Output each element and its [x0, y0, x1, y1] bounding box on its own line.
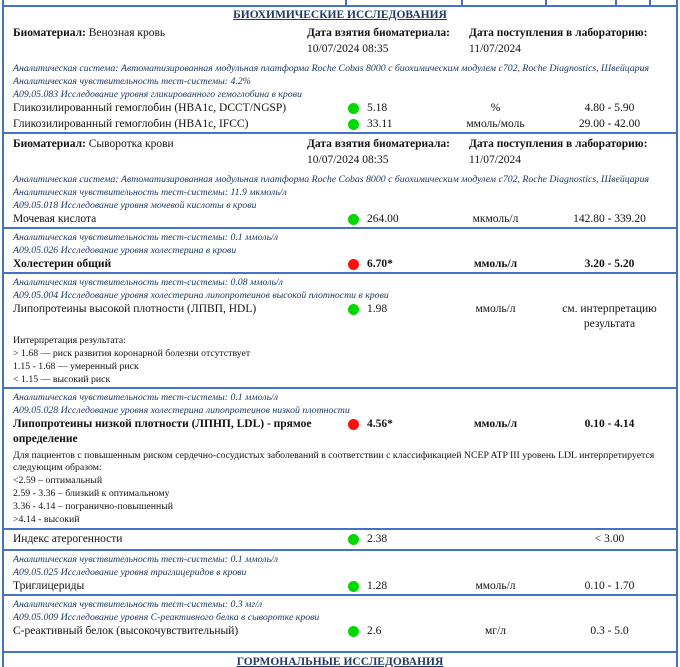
date-received-label: Дата поступления в лабораторию:: [469, 138, 648, 150]
test-row-hba1c-ngsp: [4, 101, 676, 116]
test-range: см. интерпретацию результата: [562, 303, 657, 330]
section-divider: [4, 272, 676, 274]
sensitivity-note: Аналитическая чувствительность тест-системы: 11.9 мкмоль/л: [13, 187, 287, 198]
test-unit: ммоль/л: [473, 418, 518, 430]
biomaterial-cell: [13, 25, 307, 57]
test-row-hba1c-ifcc: [4, 117, 676, 132]
test-code-note: A09.05.026 Исследование уровня холестерина в крови: [13, 245, 237, 256]
date-received-cell: [469, 25, 674, 57]
hdl-interpretation-note: [4, 332, 676, 387]
analytic-system-note: Аналитическая система: Автоматизированная модульная платформа Roche Cobas 8000 с биохимическим модулем c702, Roche Diagnostics, Швейцария: [13, 174, 650, 185]
next-section-title: ГОРМОНАЛЬНЫЕ ИССЛЕДОВАНИЯ: [236, 655, 444, 667]
section-divider: [4, 387, 676, 389]
test-range: 0.3 - 5.0: [590, 624, 629, 637]
test-code-note: A09.05.083 Исследование уровня гликированного гемоглобина в крови: [13, 89, 302, 100]
result-cell: [348, 417, 448, 432]
note-line: 3.36 - 4.14 – погранично-повышенный: [13, 501, 174, 512]
test-name: Липопротеины низкой плотности (ЛПНП, LDL) - прямое определение: [13, 418, 312, 445]
date-received-value: 11/07/2024: [469, 43, 521, 55]
test-name: Липопротеины высокой плотности (ЛПВП, HDL): [13, 303, 257, 315]
result-cell: [348, 579, 448, 594]
date-received-cell: [469, 136, 674, 168]
note-line: Для пациентов с повышенным риском сердечно-сосудистых заболеваний в соответствии с классификацией NCEP ATP III уровень LDL интерпретируется следующим образом:: [13, 449, 655, 473]
test-value: 1.98: [367, 303, 388, 315]
biomaterial-value: Сыворотка крови: [88, 138, 174, 150]
result-cell: [348, 302, 448, 317]
date-received-label: Дата поступления в лабораторию:: [469, 27, 648, 39]
note-line: 2.59 - 3.36 – близкий к оптимальному: [13, 488, 170, 499]
test-value: 2.6: [367, 624, 382, 637]
test-unit: ммоль/моль: [466, 118, 525, 130]
date-taken-value: 10/07/2024 08:35: [307, 43, 389, 55]
test-range: 4.80 - 5.90: [584, 102, 635, 114]
result-cell: [348, 212, 448, 227]
test-value: 264.00: [367, 213, 399, 225]
biomaterial-value: Венозная кровь: [88, 27, 166, 39]
test-code-note: A09.05.004 Исследование уровня холестерина липопротеинов высокой плотности в крови: [13, 290, 389, 301]
test-name: Гликозилированный гемоглобин (HBA1c, IFCC): [13, 118, 249, 130]
test-row-cholesterol: [4, 257, 676, 272]
status-dot-icon: [348, 119, 359, 130]
test-unit: мг/л: [485, 624, 506, 637]
test-value: 2.38: [367, 532, 388, 545]
test-code-note: A09.05.009 Исследование уровня C-реактивного белка в сыворотке крови: [13, 611, 320, 623]
result-cell: [348, 624, 448, 639]
biochemistry-table: [2, 5, 678, 667]
note-line: Интерпретация результата:: [13, 334, 126, 346]
test-row-ldl: [4, 417, 676, 447]
sample-header-venous-blood: [4, 23, 676, 60]
test-code-note: A09.05.018 Исследование уровня мочевой кислоты в крови: [13, 200, 257, 211]
sensitivity-note: Аналитическая чувствительность тест-системы: 0.1 ммоль/л: [13, 392, 279, 403]
test-code-note: A09.05.028 Исследование уровня холестерина липопротеинов низкой плотности: [13, 405, 350, 416]
status-dot-icon: [348, 259, 359, 270]
note-line: 1.15 - 1.68 — умеренный риск: [13, 360, 139, 372]
status-dot-icon: [348, 304, 359, 315]
note-line: > 1.68 — риск развития коронарной болезни отсутствует: [13, 347, 251, 359]
test-unit: %: [490, 102, 501, 114]
note-line: <2.59 – оптимальный: [13, 475, 103, 486]
status-dot-icon: [348, 103, 359, 114]
status-dot-icon: [348, 581, 359, 592]
test-range: 142.80 - 339.20: [573, 213, 646, 225]
test-value: 5.18: [367, 102, 388, 114]
result-cell: [348, 117, 448, 132]
test-name: C-реактивный белок (высокочувствительный): [13, 624, 239, 637]
status-dot-icon: [348, 214, 359, 225]
sensitivity-note: Аналитическая чувствительность тест-системы: 4.2%: [13, 76, 251, 87]
test-unit: ммоль/л: [475, 579, 516, 592]
analytic-system-note: Аналитическая система: Автоматизированная модульная платформа Roche Cobas 8000 с биохимическим модулем c702, Roche Diagnostics, Швейцария: [13, 63, 650, 74]
test-range: 0.10 - 1.70: [584, 579, 635, 592]
test-name: Триглицериды: [13, 579, 85, 592]
test-unit: мкмоль/л: [472, 213, 519, 225]
test-range: 0.10 - 4.14: [584, 418, 635, 430]
sample-header-serum: [4, 134, 676, 171]
test-name: Холестерин общий: [13, 258, 112, 270]
biomaterial-label: Биоматериал:: [13, 138, 86, 150]
sensitivity-note: Аналитическая чувствительность тест-системы: 0.08 ммоль/л: [13, 277, 283, 288]
test-value: 1.28: [367, 579, 388, 592]
result-cell: [348, 257, 448, 272]
test-unit: ммоль/л: [473, 258, 518, 270]
status-dot-icon: [348, 534, 359, 545]
date-received-value: 11/07/2024: [469, 154, 521, 166]
date-taken-cell: [307, 136, 469, 168]
result-cell: [348, 101, 448, 116]
biomaterial-label: Биоматериал:: [13, 27, 86, 39]
date-taken-label: Дата взятия биоматериала:: [307, 138, 450, 150]
test-row-triglycerides: [4, 579, 676, 594]
sensitivity-note: Аналитическая чувствительность тест-системы: 0.1 ммоль/л: [13, 553, 279, 565]
date-taken-label: Дата взятия биоматериала:: [307, 27, 450, 39]
date-taken-value: 10/07/2024 08:35: [307, 154, 389, 166]
test-code-note: A09.05.025 Исследование уровня триглицеридов в крови: [13, 566, 247, 578]
test-range: < 3.00: [594, 532, 625, 545]
biomaterial-cell: [13, 136, 307, 168]
test-row-atherogenic-index: [4, 532, 676, 547]
test-name: Индекс атерогенности: [13, 532, 123, 545]
test-value: 4.56*: [367, 418, 393, 430]
test-range: 3.20 - 5.20: [584, 258, 635, 270]
test-value: 33.11: [367, 118, 393, 130]
test-name: Мочевая кислота: [13, 213, 97, 225]
ldl-interpretation-note: [4, 447, 676, 528]
test-range: 29.00 - 42.00: [578, 118, 641, 130]
section-divider: [4, 549, 676, 551]
status-dot-icon: [348, 626, 359, 637]
test-unit: ммоль/л: [475, 303, 516, 315]
sensitivity-note: Аналитическая чувствительность тест-системы: 0.3 мг/л: [13, 598, 263, 610]
test-row-hdl: [4, 302, 676, 332]
sensitivity-note: Аналитическая чувствительность тест-системы: 0.1 ммоль/л: [13, 232, 279, 243]
result-cell: [348, 532, 448, 547]
section-divider: [4, 594, 676, 596]
section-title: БИОХИМИЧЕСКИЕ ИССЛЕДОВАНИЯ: [233, 9, 447, 21]
note-line: >4.14 - высокий: [13, 514, 80, 525]
test-row-uric-acid: [4, 212, 676, 227]
test-value: 6.70*: [367, 258, 393, 270]
section-divider: [4, 528, 676, 530]
date-taken-cell: [307, 25, 469, 57]
next-section: [4, 651, 676, 667]
test-name: Гликозилированный гемоглобин (HBA1c, DCCT/NGSP): [13, 102, 287, 114]
section-divider: [4, 227, 676, 229]
status-dot-icon: [348, 419, 359, 430]
test-row-crp: [4, 624, 676, 639]
note-line: < 1.15 — высокий риск: [13, 373, 111, 385]
